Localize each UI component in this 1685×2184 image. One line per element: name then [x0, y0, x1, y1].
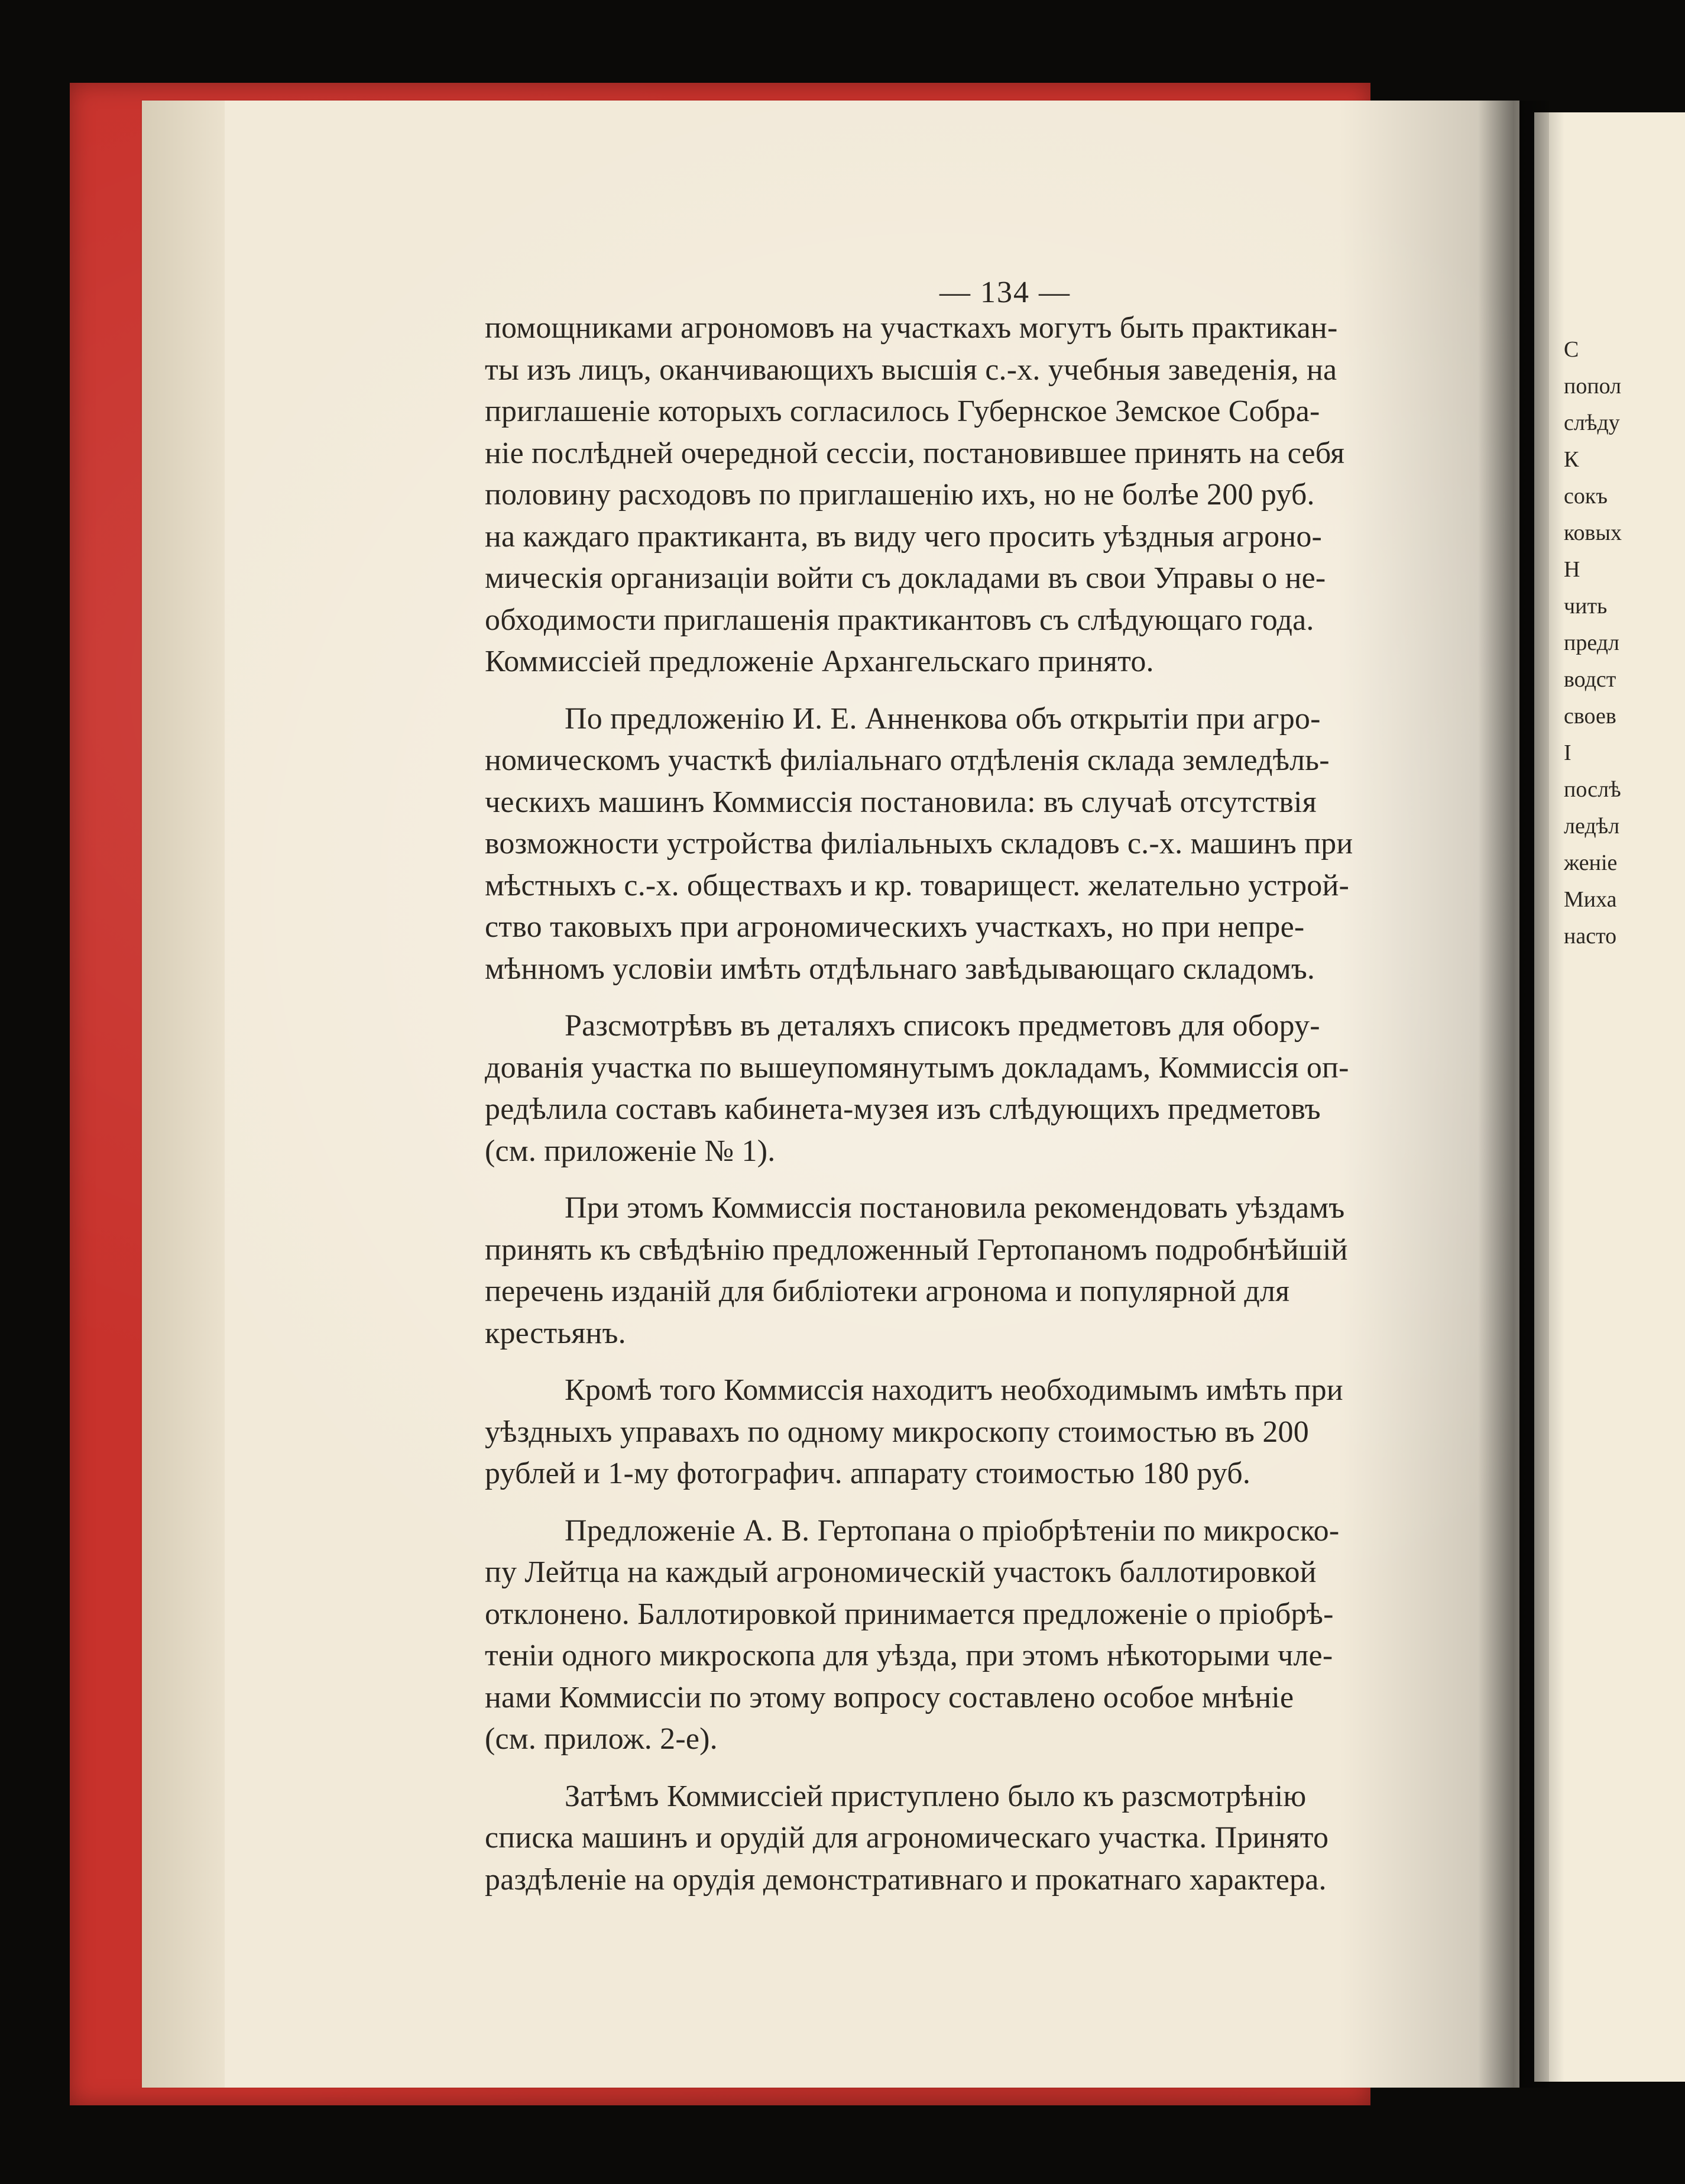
text-line: тенiи одного микроскопа для уѣзда, при этомъ нѣкоторыми чле-: [485, 1639, 1333, 1672]
facing-page-fragment: попол: [1564, 374, 1622, 399]
page-text: [485, 308, 1514, 1901]
paragraph: [485, 1776, 1514, 1901]
paragraph-gap: [485, 990, 1514, 1005]
text-line: пу Лейтца на каждый агрономическiй участокъ баллотировкой: [485, 1555, 1317, 1589]
paragraph-gap: [485, 1172, 1514, 1188]
paragraph-gap: [485, 1761, 1514, 1776]
paragraph-gap: [485, 1495, 1514, 1510]
paragraph: [485, 698, 1514, 991]
text-line: мѣстныхъ с.-х. обществахъ и кр. товарищест. желательно устрой-: [485, 868, 1350, 902]
text-line: перечень изданiй для библiотеки агронома и популярной для: [485, 1274, 1290, 1308]
text-line: возможности устройства филiальныхъ складовъ с.-х. машинъ при: [485, 827, 1353, 860]
facing-page-fragment: чить: [1564, 594, 1608, 619]
facing-page-fragment: слѣду: [1564, 410, 1620, 435]
facing-page-text: [1564, 331, 1685, 955]
text-line: Коммиссiей предложенiе Архангельскаго принято.: [485, 645, 1154, 678]
page-number: — 134 —: [939, 276, 1071, 309]
facing-page-fragment: К: [1564, 447, 1579, 472]
text-line: При этомъ Коммиссiя постановила рекомендовать уѣздамъ: [565, 1191, 1345, 1225]
facing-page-fragment: ледѣл: [1564, 814, 1620, 839]
text-line: принять къ свѣдѣнiю предложенный Гертопаномъ подробнѣйшiй: [485, 1232, 1348, 1267]
text-line: мическiя организацiи войти съ докладами въ свои Управы о не-: [485, 561, 1326, 595]
text-line: раздѣленiе на орудiя демонстративнаго и прокатнаго характера.: [485, 1862, 1327, 1897]
facing-page-fragment: насто: [1564, 924, 1617, 949]
text-line: списка машинъ и орудiй для агрономическаго участка. Принято: [485, 1821, 1329, 1855]
facing-page-fragment: водст: [1564, 667, 1616, 692]
text-line: помощниками агрономовъ на участкахъ могутъ быть практикан-: [485, 311, 1338, 345]
text-line: уѣздныхъ управахъ по одному микроскопу стоимостью въ 200: [485, 1415, 1309, 1449]
paragraph: [485, 1370, 1514, 1495]
text-line: отклонено. Баллотировкой принимается предложенiе о прiобрѣ-: [485, 1597, 1334, 1631]
paragraph: [485, 1510, 1514, 1761]
text-line: ческихъ машинъ Коммиссiя постановила: въ случаѣ отсутствiя: [485, 785, 1317, 819]
text-line: (см. прилож. 2-е).: [485, 1722, 718, 1756]
facing-page-fragment: сокъ: [1564, 484, 1608, 509]
paragraph: [485, 308, 1514, 683]
text-line: редѣлила составъ кабинета-музея изъ слѣдующихъ предметовъ: [485, 1092, 1321, 1126]
text-line: нами Коммиссiи по этому вопросу составлено особое мнѣнiе: [485, 1680, 1294, 1714]
text-line: обходимости приглашенiя практикантовъ съ слѣдующаго года.: [485, 603, 1314, 637]
facing-page-fragment: послѣ: [1564, 777, 1621, 802]
facing-page-fragment: предл: [1564, 630, 1619, 655]
facing-page-fragment: І: [1564, 740, 1571, 765]
facing-page-fragment: Н: [1564, 557, 1580, 582]
paragraph: [485, 1188, 1514, 1354]
text-line: Кромѣ того Коммиссiя находитъ необходимымъ имѣть при: [565, 1373, 1343, 1407]
text-line: Предложенiе А. В. Гертопана о прiобрѣтенiи по микроско-: [565, 1513, 1340, 1548]
paragraph-gap: [485, 683, 1514, 698]
text-line: номическомъ участкѣ филiальнаго отдѣленiя склада земледѣль-: [485, 743, 1330, 777]
text-line: Затѣмъ Коммиссiей приступлено было къ разсмотрѣнiю: [565, 1779, 1307, 1813]
paragraph-gap: [485, 1354, 1514, 1370]
text-line: рублей и 1-му фотографич. аппарату стоимостью 180 руб.: [485, 1457, 1251, 1490]
text-line: дованiя участка по вышеупомянутымъ докладамъ, Коммиссiя оп-: [485, 1050, 1349, 1085]
text-line: на каждаго практиканта, въ виду чего просить уѣздныя агроно-: [485, 519, 1323, 554]
facing-page-fragment: С: [1564, 337, 1579, 362]
text-line: ство таковыхъ при агрономическихъ участкахъ, но при непре-: [485, 910, 1305, 944]
text-line: ты изъ лицъ, оканчивающихъ высшiя с.-х. учебныя заведенiя, на: [485, 352, 1337, 387]
facing-page-fragment: своев: [1564, 704, 1616, 729]
paragraph: [485, 1005, 1514, 1172]
facing-page-fragment: ковых: [1564, 520, 1622, 545]
text-line: (см. приложенiе № 1).: [485, 1134, 776, 1168]
text-line: Разсмотрѣвъ въ деталяхъ списокъ предметовъ для обору-: [565, 1009, 1320, 1043]
text-line: приглашенiе которыхъ согласилось Губернское Земское Собра-: [485, 394, 1320, 428]
facing-page-fragment: женiе: [1564, 850, 1618, 875]
text-line: По предложенiю И. Е. Анненкова объ открытiи при агро-: [565, 701, 1321, 736]
text-line: половину расходовъ по приглашенiю ихъ, но не болѣе 200 руб.: [485, 478, 1315, 512]
facing-page-fragment: Миха: [1564, 887, 1617, 912]
text-line: нiе послѣдней очередной сессiи, постановившее принять на себя: [485, 436, 1345, 470]
text-line: крестьянъ.: [485, 1316, 626, 1350]
text-line: мѣнномъ условiи имѣть отдѣльнаго завѣдывающаго складомъ.: [485, 952, 1315, 986]
